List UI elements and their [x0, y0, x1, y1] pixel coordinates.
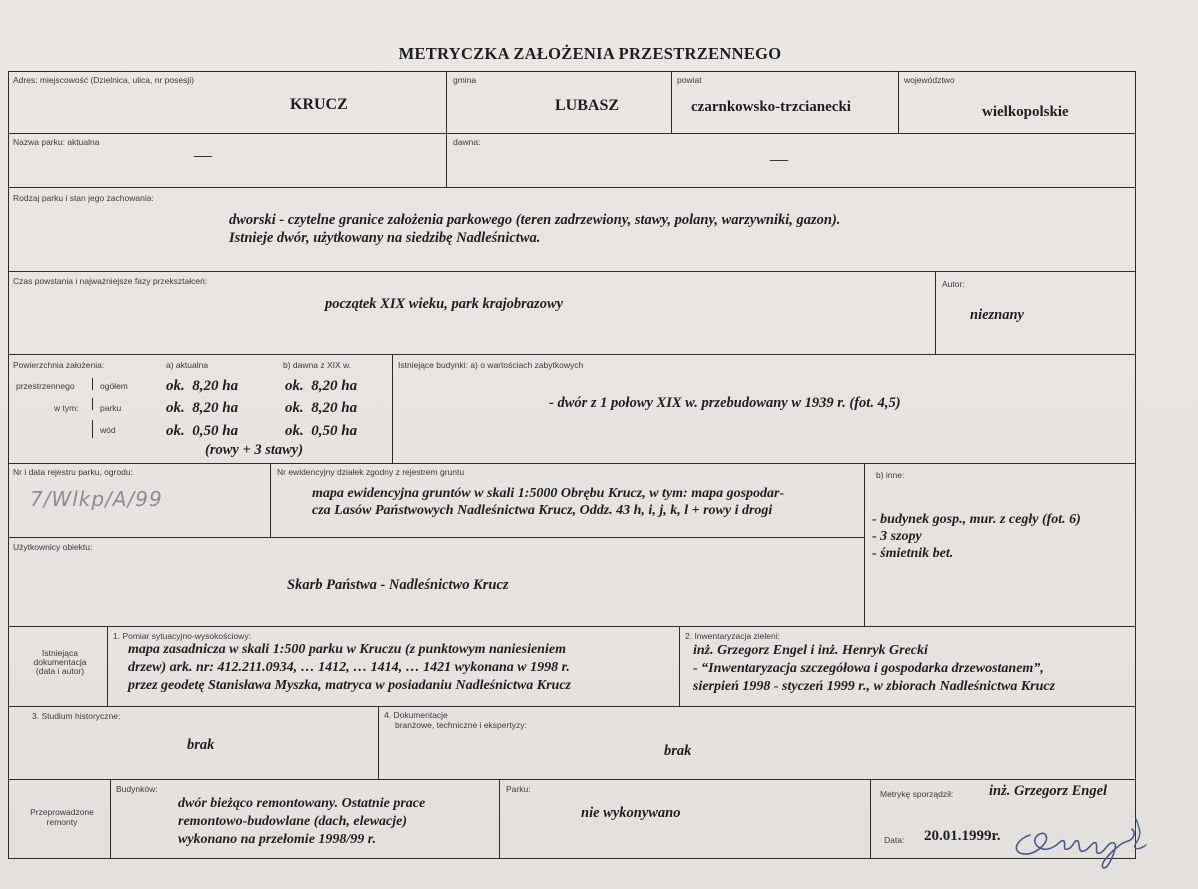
divider	[8, 779, 1136, 780]
document-title: METRYCZKA ZAŁOŻENIA PRZESTRZENNEGO	[398, 44, 782, 63]
expert-label: 4. Dokumentacje	[384, 710, 448, 720]
frame-left	[8, 71, 9, 859]
address-label: Adres: miejscowość (Dzielnica, ulica, nr posesji)	[13, 75, 194, 85]
divider	[110, 779, 111, 859]
inventory-line: inż. Grzegorz Engel i inż. Henryk Grecki	[693, 643, 928, 658]
area-col-former: b) dawna z XIX w.	[283, 360, 352, 370]
inventory-line: - “Inwentaryzacja szczegółowa i gospodarka drzewostanem”,	[693, 661, 1044, 676]
repairs-side-label-line: Przeprowadzone	[30, 807, 94, 817]
expert-label-sub: branżowe, techniczne i ekspertyzy:	[395, 720, 527, 730]
survey-line: mapa zasadnicza w skali 1:500 parku w Kruczu (z punktowym naniesieniem	[128, 642, 566, 657]
divider	[8, 706, 1136, 707]
documentation-side-label-line: dokumentacja	[33, 657, 87, 667]
divider	[935, 271, 936, 355]
author-value: nieznany	[970, 307, 1024, 323]
survey-label: 1. Pomiar sytuacyjno-wysokościowy:	[113, 631, 251, 641]
date-value: 20.01.1999r.	[924, 828, 1001, 844]
frame-top	[8, 71, 1136, 72]
period-value: początek XIX wieku, park krajobrazowy	[325, 296, 564, 312]
area-row-label: przestrzennego	[16, 381, 75, 391]
area-total-former: ok. 8,20 ha	[285, 378, 358, 394]
divider	[8, 537, 864, 538]
divider	[270, 463, 271, 538]
park-type-line-2: Istnieje dwór, użytkowany na siedzibę Nadleśnictwa.	[229, 230, 541, 246]
expert-value: brak	[664, 743, 692, 759]
repairs-buildings-line: dwór bieżąco remontowany. Ostatnie prace	[178, 796, 426, 811]
divider	[446, 71, 447, 188]
former-name-label: dawna:	[453, 137, 481, 147]
area-water-current: ok. 0,50 ha	[166, 423, 239, 439]
history-label: 3. Studium historyczne:	[32, 711, 121, 721]
powiat-label: powiat	[677, 75, 702, 85]
powiat-value: czarnkowsko-trzcianecki	[691, 99, 851, 115]
gmina-value: LUBASZ	[555, 97, 620, 114]
repairs-buildings-label: Budynków:	[116, 784, 158, 794]
divider	[92, 398, 93, 410]
repairs-buildings-line: remontowo-budowlane (dach, elewacje)	[178, 814, 408, 829]
area-row-park-label: parku	[100, 403, 122, 413]
documentation-side-label-line: (data i autor)	[35, 666, 85, 676]
area-row-label-sub: w tym:	[54, 403, 79, 413]
divider	[8, 354, 1136, 355]
divider	[898, 71, 899, 134]
wojewodztwo-value: wielkopolskie	[982, 104, 1069, 120]
frame-right	[1135, 71, 1136, 859]
inventory-line: sierpień 1998 - styczeń 1999 r., w zbiorach Nadleśnictwa Krucz	[693, 679, 1056, 694]
divider	[8, 626, 1136, 627]
divider	[92, 378, 93, 390]
prepared-by-value: inż. Grzegorz Engel	[989, 783, 1108, 799]
park-name-value: —	[194, 145, 212, 165]
divider	[392, 354, 393, 464]
divider	[671, 71, 672, 134]
survey-line: przez geodetę Stanisława Myszka, matryca w posiadaniu Nadleśnictwa Krucz	[128, 678, 571, 693]
survey-line: drzew) ark. nr: 412.211.0934, … 1412, … 1414, … 1421 wykonana w 1998 r.	[128, 660, 570, 675]
buildings-label: Istniejące budynki: a) o wartościach zabytkowych	[398, 360, 584, 370]
divider	[870, 779, 871, 859]
area-park-current: ok. 8,20 ha	[166, 400, 239, 416]
area-col-current: a) aktualna	[166, 360, 209, 370]
park-type-line-1: dworski - czytelne granice założenia parkowego (teren zadrzewiony, stawy, polany, warzywniki, gazon).	[229, 212, 841, 228]
park-type-label: Rodzaj parku i stan jego zachowania:	[13, 193, 154, 203]
divider	[864, 463, 865, 627]
buildings-historic: - dwór z 1 połowy XIX w. przebudowany w 1939 r. (fot. 4,5)	[549, 395, 901, 411]
other-buildings-label: b) inne:	[876, 470, 905, 480]
users-label: Użytkownicy obiektu:	[13, 542, 93, 552]
other-building: - śmietnik bet.	[872, 546, 954, 561]
documentation-side-label-line: Istniejąca	[42, 648, 78, 658]
signature-icon	[1008, 805, 1158, 875]
area-water-note: (rowy + 3 stawy)	[205, 442, 304, 458]
area-row-water-label: wód	[100, 425, 116, 435]
inventory-label: 2. Inwentaryzacja zieleni:	[685, 631, 780, 641]
wojewodztwo-label: województwo	[904, 75, 955, 85]
area-park-former: ok. 8,20 ha	[285, 400, 358, 416]
divider	[378, 706, 379, 780]
area-label: Powierzchnia założenia:	[13, 360, 105, 370]
repairs-park-label: Parku:	[506, 784, 531, 794]
history-value: brak	[187, 737, 215, 753]
register-handwritten-value: 7/Wlkp/A/99	[30, 487, 163, 511]
repairs-buildings-line: wykonano na przełomie 1998/99 r.	[178, 832, 376, 847]
date-label: Data:	[884, 835, 905, 845]
divider	[92, 420, 93, 438]
area-row-total-label: ogółem	[100, 381, 128, 391]
repairs-side-label-line: remonty	[46, 817, 78, 827]
prepared-by-label: Metrykę sporządził:	[880, 789, 954, 799]
gmina-label: gmina	[453, 75, 477, 85]
divider	[8, 271, 1136, 272]
address-value: KRUCZ	[290, 96, 348, 113]
repairs-park-value: nie wykonywano	[581, 805, 681, 821]
divider	[8, 187, 1136, 188]
parcels-line-2: cza Lasów Państwowych Nadleśnictwa Krucz, Oddz. 43 h, i, j, k, l + rowy i drogi	[312, 503, 773, 518]
divider	[8, 463, 1136, 464]
author-label: Autor:	[942, 279, 965, 289]
area-total-current: ok. 8,20 ha	[166, 378, 239, 394]
users-value: Skarb Państwa - Nadleśnictwo Krucz	[287, 577, 509, 593]
divider	[499, 779, 500, 859]
other-building: - 3 szopy	[872, 529, 922, 544]
divider	[107, 626, 108, 707]
repairs-side-label	[22, 807, 102, 827]
divider	[8, 133, 1136, 134]
period-label: Czas powstania i najważniejsze fazy przekształceń:	[13, 276, 208, 286]
parcels-label: Nr ewidencyjny działek zgodny z rejestrem gruntu	[277, 467, 465, 477]
area-water-former: ok. 0,50 ha	[285, 423, 358, 439]
parcels-line-1: mapa ewidencyjna gruntów w skali 1:5000 Obrębu Krucz, w tym: mapa gospodar-	[312, 486, 785, 501]
documentation-side-label	[22, 649, 98, 676]
park-name-label: Nazwa parku: aktualna	[13, 137, 100, 147]
register-label: Nr i data rejestru parku, ogrodu:	[13, 467, 134, 477]
frame-bottom	[8, 858, 1136, 859]
former-name-value: —	[770, 149, 788, 169]
other-building: - budynek gosp., mur. z cegły (fot. 6)	[872, 512, 1081, 527]
divider	[679, 626, 680, 707]
